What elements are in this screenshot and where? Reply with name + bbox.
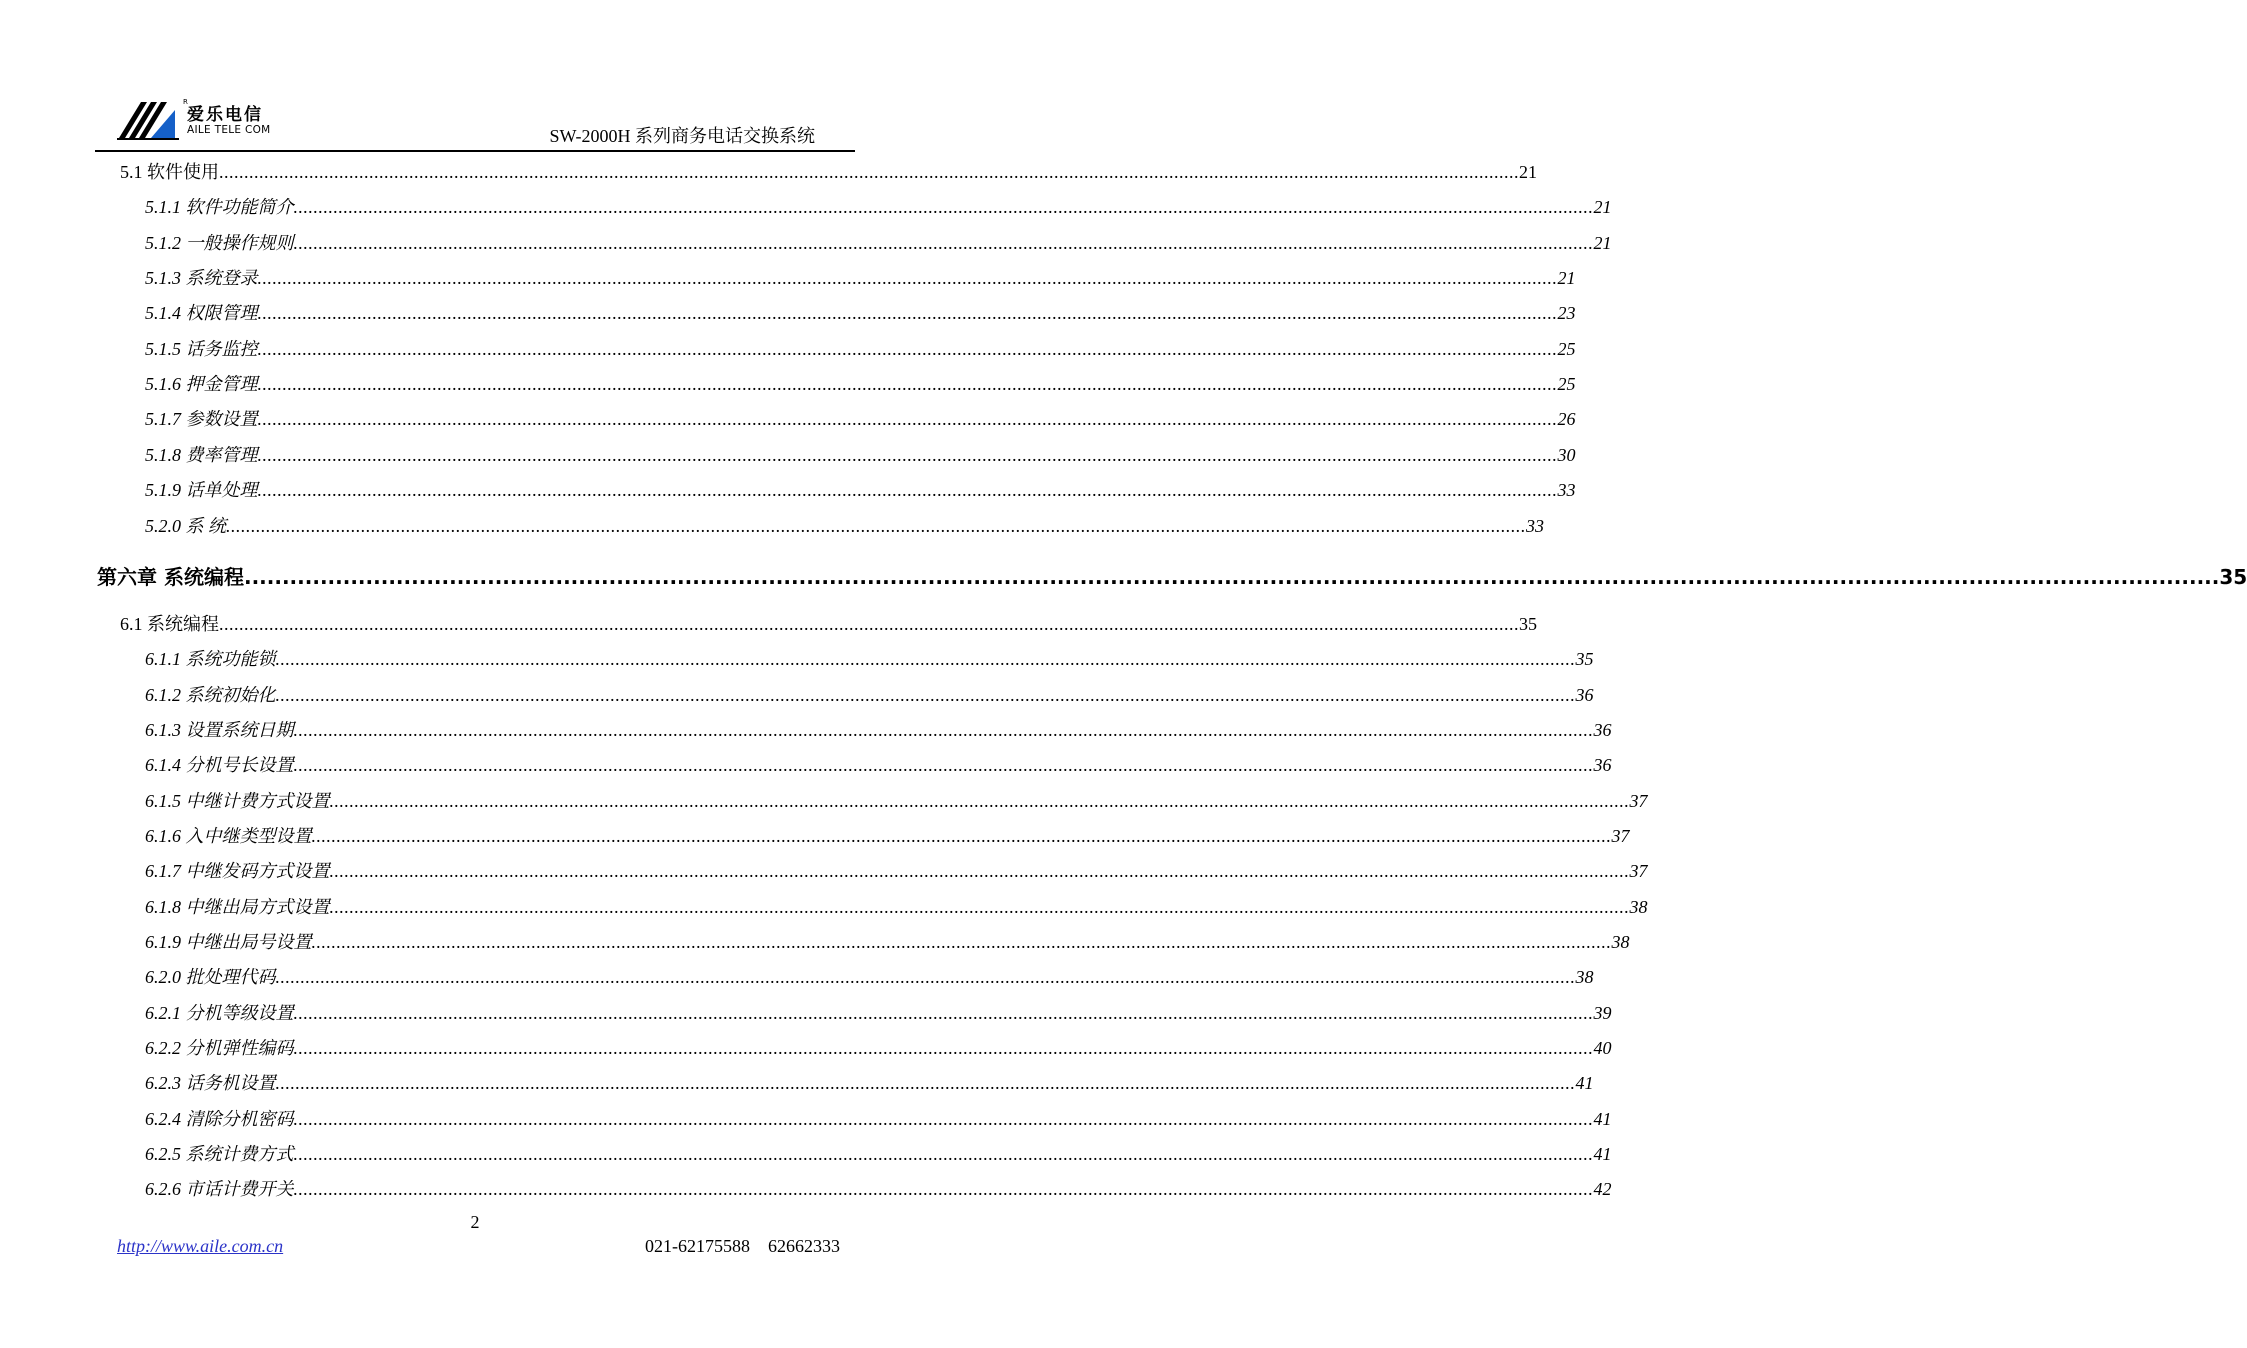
toc-entry-title: 5.1.9 话单处理 bbox=[145, 480, 258, 501]
toc-leader-dots: .................................................................................................................................................................................................................................................................... bbox=[257, 338, 1558, 359]
toc-entry[interactable] bbox=[145, 229, 1612, 255]
toc-page-number: 21 bbox=[1593, 197, 1612, 218]
toc-leader-dots: .................................................................................................................................................................................................................................................................... bbox=[243, 564, 2220, 589]
toc-entry[interactable] bbox=[120, 158, 1537, 184]
logo-mark-icon bbox=[117, 98, 181, 140]
toc-entry-title: 6.2.5 系统计费方式 bbox=[145, 1144, 294, 1165]
phone-numbers: 021-62175588 62662333 bbox=[645, 1236, 840, 1256]
toc-entry[interactable] bbox=[145, 441, 1576, 467]
toc-entry[interactable] bbox=[145, 405, 1576, 431]
toc-page-number: 33 bbox=[1526, 515, 1544, 536]
toc-leader-dots: .................................................................................................................................................................................................................................................................... bbox=[329, 790, 1630, 811]
page-header bbox=[95, 92, 855, 152]
toc-entry[interactable] bbox=[145, 1140, 1612, 1166]
toc-entry[interactable] bbox=[145, 1034, 1612, 1060]
toc-entry[interactable] bbox=[145, 1105, 1612, 1131]
toc-entry[interactable] bbox=[145, 1069, 1594, 1095]
toc-leader-dots: .................................................................................................................................................................................................................................................................... bbox=[293, 1038, 1594, 1059]
toc-entry-title: 6.2.0 批处理代码 bbox=[145, 967, 276, 988]
logo-chinese-text: 爱乐电信 bbox=[187, 105, 263, 125]
toc-leader-dots: .................................................................................................................................................................................................................................................................... bbox=[293, 755, 1594, 776]
toc-page-number: 36 bbox=[1593, 719, 1612, 740]
toc-entry-title: 6.1.6 入中继类型设置 bbox=[145, 825, 312, 846]
toc-leader-dots: .................................................................................................................................................................................................................................................................... bbox=[311, 932, 1612, 952]
toc-leader-dots: .................................................................................................................................................................................................................................................................... bbox=[311, 825, 1612, 846]
toc-page-number: 38 bbox=[1611, 932, 1630, 952]
toc-entry-title: 5.1.1 软件功能简介 bbox=[145, 197, 294, 218]
toc-entry-title: 6.1.7 中继发码方式设置 bbox=[145, 861, 330, 882]
toc-page-number: 40 bbox=[1593, 1038, 1612, 1059]
toc-page-number: 41 bbox=[1593, 1144, 1612, 1165]
toc-leader-dots: .................................................................................................................................................................................................................................................................... bbox=[275, 967, 1576, 988]
toc-page-number: 21 bbox=[1557, 268, 1576, 289]
toc-page-number: 41 bbox=[1575, 1073, 1594, 1094]
toc-page-number: 41 bbox=[1593, 1108, 1612, 1129]
toc-entry-title: 5.1.5 话务监控 bbox=[145, 338, 258, 359]
toc-entry[interactable] bbox=[120, 610, 1537, 636]
toc-page-number: 35 bbox=[1519, 613, 1537, 634]
toc-entry[interactable] bbox=[145, 822, 1630, 848]
toc-entry-title: 6.1.9 中继出局号设置 bbox=[145, 932, 312, 952]
toc-entry-title: 第六章 系统编程 bbox=[97, 564, 244, 589]
toc-entry[interactable] bbox=[145, 193, 1612, 219]
toc-entry[interactable] bbox=[145, 264, 1576, 290]
toc-page-number: 36 bbox=[1593, 755, 1612, 776]
toc-leader-dots: .................................................................................................................................................................................................................................................................... bbox=[275, 684, 1576, 705]
toc-entry-title: 5.1.2 一般操作规则 bbox=[145, 232, 294, 253]
toc-leader-dots: .................................................................................................................................................................................................................................................................... bbox=[293, 197, 1594, 218]
toc-entry[interactable] bbox=[145, 999, 1612, 1025]
toc-entry-title: 6.1.5 中继计费方式设置 bbox=[145, 790, 330, 811]
toc-entry-title: 6.1.8 中继出局方式设置 bbox=[145, 896, 330, 917]
toc-page-number: 42 bbox=[1593, 1179, 1612, 1200]
toc-leader-dots: .................................................................................................................................................................................................................................................................... bbox=[257, 444, 1558, 465]
toc-leader-dots: .................................................................................................................................................................................................................................................................... bbox=[293, 1144, 1594, 1165]
toc-leader-dots: .................................................................................................................................................................................................................................................................... bbox=[257, 303, 1558, 324]
toc-page-number: 37 bbox=[1629, 861, 1648, 882]
toc-entry[interactable] bbox=[145, 335, 1576, 361]
toc-entry[interactable] bbox=[145, 893, 1648, 919]
toc-leader-dots: .................................................................................................................................................................................................................................................................... bbox=[293, 1108, 1594, 1129]
toc-page-number: 35 bbox=[1575, 649, 1594, 670]
toc-page-number: 26 bbox=[1557, 409, 1576, 430]
toc-entry-title: 6.1.3 设置系统日期 bbox=[145, 719, 294, 740]
toc-entry-title: 5.1.6 押金管理 bbox=[145, 374, 258, 395]
toc-leader-dots: .................................................................................................................................................................................................................................................................... bbox=[257, 374, 1558, 395]
toc-chapter-entry[interactable] bbox=[97, 561, 2247, 590]
toc-entry[interactable] bbox=[145, 857, 1648, 883]
toc-entry-title: 6.1.4 分机号长设置 bbox=[145, 755, 294, 776]
toc-leader-dots: .................................................................................................................................................................................................................................................................... bbox=[257, 409, 1558, 430]
toc-entry[interactable] bbox=[145, 645, 1594, 671]
toc-entry[interactable] bbox=[145, 476, 1576, 502]
company-logo bbox=[117, 98, 277, 146]
toc-page-number: 39 bbox=[1593, 1002, 1612, 1023]
toc-leader-dots: .................................................................................................................................................................................................................................................................... bbox=[329, 861, 1630, 882]
toc-entry[interactable] bbox=[145, 716, 1612, 742]
toc-leader-dots: .................................................................................................................................................................................................................................................................... bbox=[257, 480, 1558, 501]
toc-page-number: 21 bbox=[1519, 162, 1537, 182]
toc-leader-dots: .................................................................................................................................................................................................................................................................... bbox=[257, 268, 1558, 289]
toc-page-number: 30 bbox=[1557, 444, 1576, 465]
page-number: 2 bbox=[470, 1212, 480, 1232]
toc-entry[interactable] bbox=[145, 1175, 1612, 1201]
toc-leader-dots: .................................................................................................................................................................................................................................................................... bbox=[219, 162, 1519, 182]
toc-entry[interactable] bbox=[145, 787, 1648, 813]
toc-entry[interactable] bbox=[145, 299, 1576, 325]
toc-entry-title: 5.1.4 权限管理 bbox=[145, 303, 258, 324]
toc-page-number: 38 bbox=[1575, 967, 1594, 988]
toc-leader-dots: .................................................................................................................................................................................................................................................................... bbox=[219, 613, 1519, 634]
website-link[interactable]: http://www.aile.com.cn bbox=[117, 1236, 284, 1256]
registered-mark: R bbox=[183, 98, 188, 106]
toc-entry[interactable] bbox=[145, 928, 1630, 954]
toc-leader-dots: .................................................................................................................................................................................................................................................................... bbox=[275, 1073, 1576, 1094]
toc-page-number: 37 bbox=[1629, 790, 1648, 811]
toc-entry[interactable] bbox=[145, 681, 1594, 707]
toc-leader-dots: .................................................................................................................................................................................................................................................................... bbox=[293, 719, 1594, 740]
toc-entry[interactable] bbox=[145, 370, 1576, 396]
toc-entry-title: 6.1 系统编程 bbox=[120, 613, 219, 634]
toc-page-number: 37 bbox=[1611, 825, 1630, 846]
toc-entry-title: 6.1.1 系统功能锁 bbox=[145, 649, 276, 670]
toc-entry-title: 5.2.0 系 统 bbox=[145, 515, 226, 536]
toc-entry-title: 6.2.3 话务机设置 bbox=[145, 1073, 276, 1094]
toc-page-number: 25 bbox=[1557, 374, 1576, 395]
toc-page-number: 38 bbox=[1629, 896, 1648, 917]
toc-entry-title: 6.2.6 市话计费开关 bbox=[145, 1179, 294, 1200]
toc-page-number: 21 bbox=[1593, 232, 1612, 253]
toc-leader-dots: .................................................................................................................................................................................................................................................................... bbox=[293, 1179, 1594, 1200]
logo-english-text: AILE TELE COM bbox=[187, 124, 271, 136]
toc-entry-title: 6.2.4 清除分机密码 bbox=[145, 1108, 294, 1129]
header-divider bbox=[95, 150, 855, 152]
toc-entry-title: 5.1 软件使用 bbox=[120, 162, 219, 182]
toc-leader-dots: .................................................................................................................................................................................................................................................................... bbox=[226, 515, 1526, 536]
toc-leader-dots: .................................................................................................................................................................................................................................................................... bbox=[293, 232, 1594, 253]
toc-leader-dots: .................................................................................................................................................................................................................................................................... bbox=[329, 896, 1630, 917]
toc-entry-title: 6.2.1 分机等级设置 bbox=[145, 1002, 294, 1023]
toc-entry[interactable] bbox=[145, 963, 1594, 989]
toc-page-number: 36 bbox=[1575, 684, 1594, 705]
document-title: SW-2000H 系列商务电话交换系统 bbox=[549, 126, 815, 146]
toc-entry-title: 6.1.2 系统初始化 bbox=[145, 684, 276, 705]
toc-entry-title: 5.1.3 系统登录 bbox=[145, 268, 258, 289]
toc-entry-title: 5.1.7 参数设置 bbox=[145, 409, 258, 430]
toc-entry[interactable] bbox=[145, 512, 1544, 538]
toc-entry-title: 6.2.2 分机弹性编码 bbox=[145, 1038, 294, 1059]
toc-entry-title: 5.1.8 费率管理 bbox=[145, 444, 258, 465]
toc-entry[interactable] bbox=[145, 751, 1612, 777]
toc-page-number: 25 bbox=[1557, 338, 1576, 359]
toc-page-number: 35 bbox=[2219, 564, 2247, 589]
toc-page-number: 23 bbox=[1557, 303, 1576, 324]
toc-leader-dots: .................................................................................................................................................................................................................................................................... bbox=[275, 649, 1576, 670]
toc-leader-dots: .................................................................................................................................................................................................................................................................... bbox=[293, 1002, 1594, 1023]
toc-page-number: 33 bbox=[1557, 480, 1576, 501]
